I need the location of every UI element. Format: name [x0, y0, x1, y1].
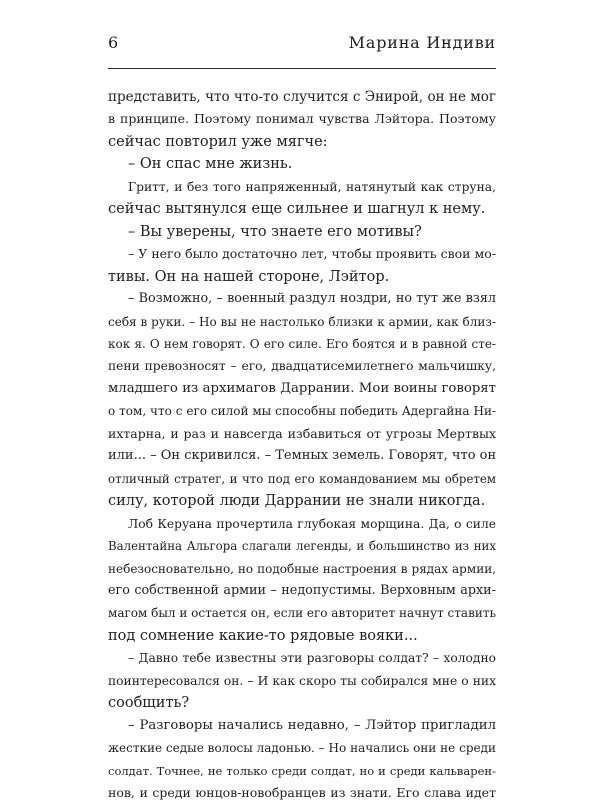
text-line: – У него было достаточно лет, чтобы проявить свои мо-: [128, 246, 496, 262]
text-line: его собственной армии – недопустимы. Верховным архи-: [108, 582, 496, 598]
text-line: отличный стратег, и что под его командованием мы обретем: [108, 471, 496, 486]
text-line: в принципе. Поэтому понимал чувства Лэйтора. Поэтому: [108, 111, 496, 127]
text-line: сейчас вытянулся еще сильнее и шагнул к нему.: [108, 201, 486, 218]
text-line: – Он спас мне жизнь.: [128, 156, 293, 173]
text-line: сейчас повторил уже мягче:: [108, 133, 328, 150]
text-line: – Разговоры начались недавно, – Лэйтор пригладил: [128, 717, 496, 733]
text-line: младшего из архимагов Даррании. Мои воины говорят: [108, 380, 496, 396]
text-line: сообщить?: [108, 695, 190, 712]
text-line: жесткие седые волосы ладонью. – Но начались они не среди: [108, 741, 496, 756]
text-line: – Вы уверены, что знаете его мотивы?: [128, 223, 422, 240]
text-line: небезосновательно, но подобные настроения в рядах армии,: [108, 561, 496, 576]
text-line: ихтарна, и раз и навсегда избавиться от угрозы Мертвых: [108, 425, 496, 441]
running-header: [108, 33, 496, 69]
text-line: поинтересовался он. – И как скоро ты собирался мне о них: [108, 673, 496, 688]
text-line: под сомнение какие-то рядовые вояки...: [108, 627, 418, 644]
text-line: представить, что что-то случится с Энирой, он не мог: [108, 89, 496, 105]
text-line: – Давно тебе известны эти разговоры солдат? – холодно: [128, 651, 496, 666]
author-name: Марина Индиви: [348, 33, 496, 52]
text-line: кок я. О нем говорят. О его силе. Его боятся и в равной сте-: [108, 336, 496, 351]
text-line: – Возможно, – военный раздул ноздри, но тут же взял: [128, 291, 496, 307]
header-rule: [108, 68, 496, 69]
text-line: пени превозносят – его, двадцатисемилетнего мальчишку,: [108, 359, 496, 374]
text-line: о том, что с его силой мы способны победить Адергайна Ни-: [108, 404, 496, 419]
text-line: магом был и остается он, если его авторитет начнут ставить: [108, 606, 496, 621]
text-line: тивы. Он на нашей стороне, Лэйтор.: [108, 268, 390, 285]
text-line: или... – Он скривился. – Темных земель. Говорят, что он: [108, 448, 496, 464]
text-line: Лоб Керуана прочертила глубокая морщина. Да, о силе: [128, 516, 496, 531]
page-number: 6: [108, 33, 119, 52]
text-line: Гритт, и без того напряженный, натянутый как струна,: [128, 179, 496, 194]
body-text: [108, 86, 496, 805]
text-line: себя в руки. – Но вы не настолько близки к армии, как близ-: [108, 314, 496, 329]
text-line: Валентайна Альгора слагали легенды, и большинство из них: [108, 539, 496, 554]
text-line: силу, которой люди Даррании не знали никогда.: [108, 493, 486, 510]
text-line: нов, и среди юнцов-новобранцев из знати. Его слава идет: [108, 785, 496, 801]
text-line: солдат. Точнее, не только среди солдат, но и среди кальварен-: [108, 763, 496, 778]
